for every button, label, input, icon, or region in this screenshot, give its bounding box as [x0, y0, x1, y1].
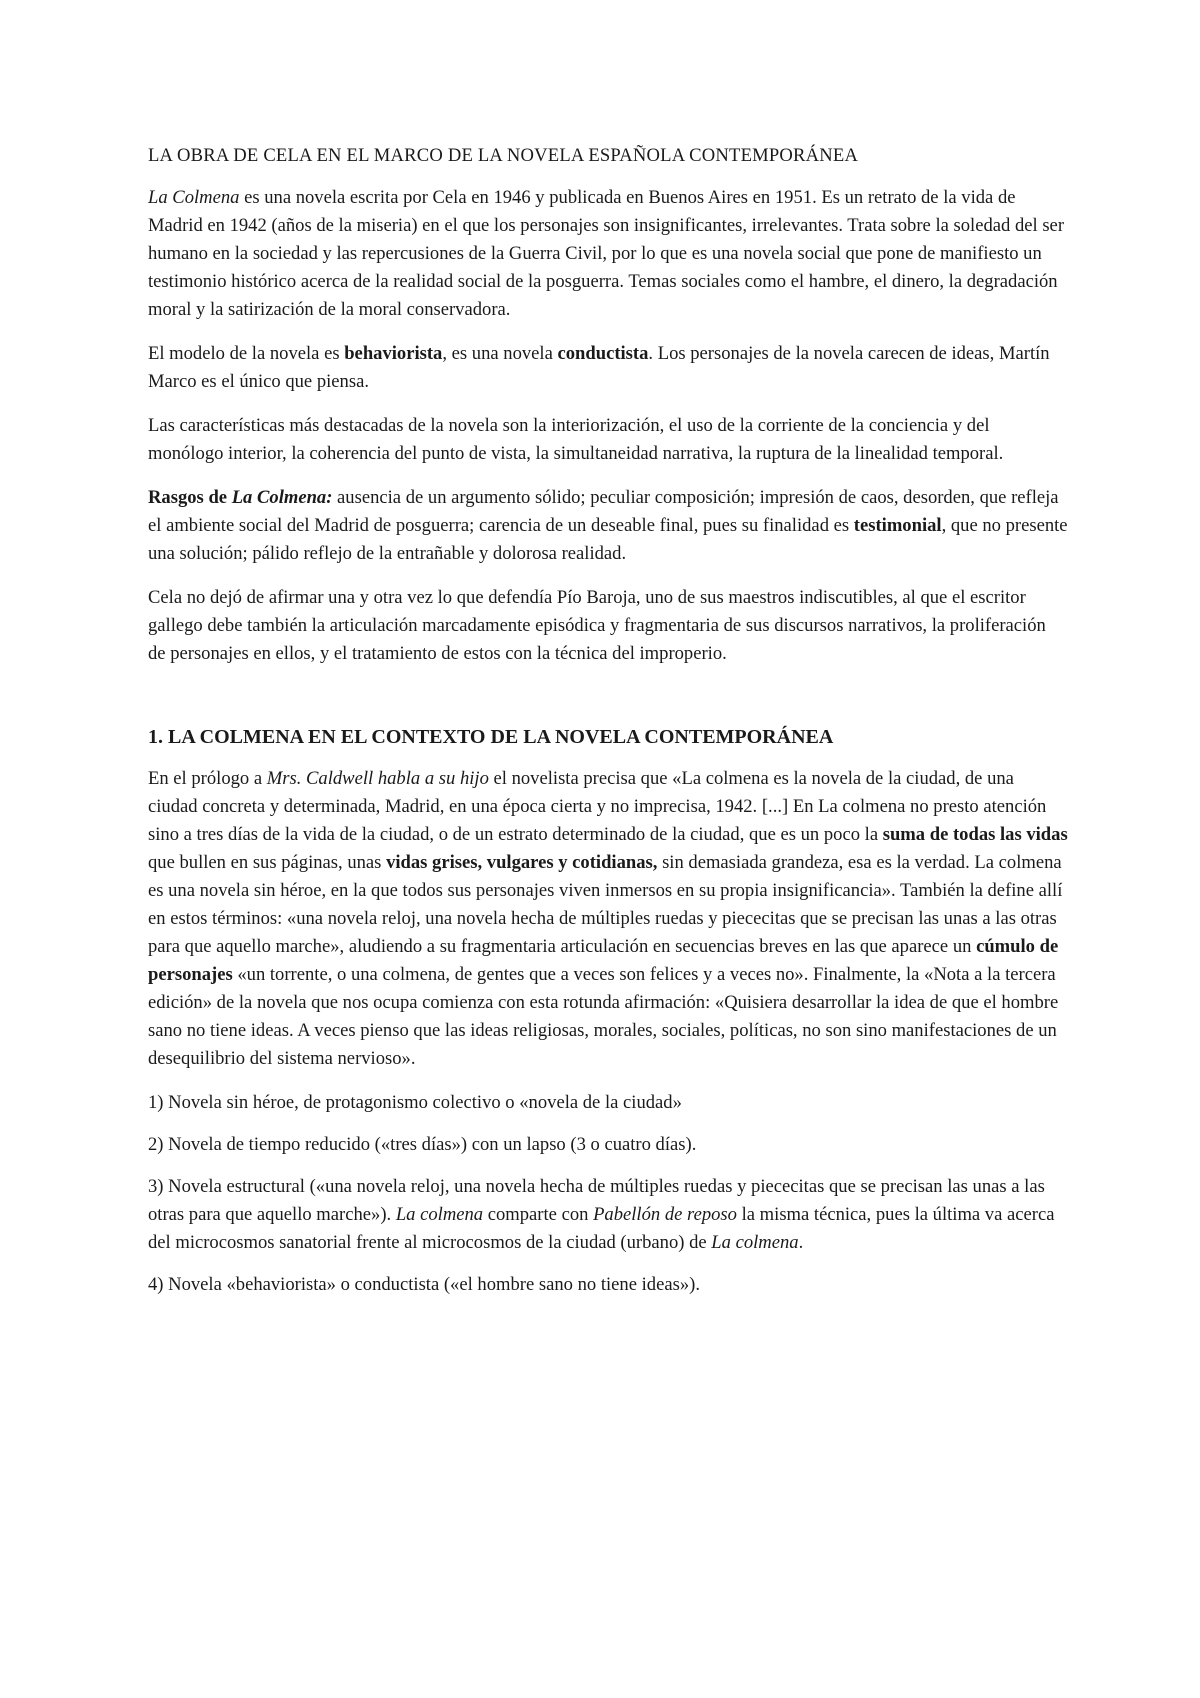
text-run: «un torrente, o una colmena, de gentes que a veces son felices y a veces no». Finalmente, la «Nota a la tercera edición» de la novela que nos ocupa comienza con esta rotunda afirmación: «Quisiera desarrollar la idea de que el hombre sano no tiene ideas. A veces pienso que las ideas religiosas, morales, sociales, políticas, no son sino manifestaciones de un desequilibrio del sistema nervioso».: [148, 964, 1059, 1069]
text-run: el novelista precisa que «La colmena es la novela de la ciudad, de una ciudad concreta y determinada, Madrid, en una época cierta y no imprecisa, 1942. [...] En La colmena no presto atención sino a tres días de la vida de la ciudad, o de un estrato determinado de la ciudad, que es un poco la: [148, 768, 1047, 845]
text-run: , es una novela: [442, 343, 558, 364]
text-run: que bullen en sus páginas, unas: [148, 852, 387, 873]
text-run: sin demasiada grandeza, esa es la verdad. La colmena es una novela sin héroe, en la que todos sus personajes viven inmersos en su propia insignificancia». También la define allí en estos términos: «una novela reloj, una novela hecha de múltiples ruedas y piececitas que se precisan las unas a las otras para que aquello marche», aludiendo a su fragmentaria articulación en secuencias breves en las que aparece un: [148, 852, 1063, 957]
paragraph-features: Las características más destacadas de la novela son la interiorización, el uso de la corriente de la conciencia y del monólogo interior, la coherencia del punto de vista, la simultaneidad narrativa, la ruptura de la linealidad temporal.: [148, 415, 1004, 464]
bold-italic-title: La Colmena:: [231, 487, 333, 508]
paragraph-traits: [148, 484, 1068, 568]
document-title: LA OBRA DE CELA EN EL MARCO DE LA NOVELA ESPAÑOLA CONTEMPORÁNEA: [148, 145, 859, 166]
bold-term: Rasgos de: [148, 487, 232, 508]
text-run: ausencia de un argumento sólido; peculiar composición; impresión de caos, desorden, que refleja el ambiente social del Madrid de posguerra; carencia de un deseable final, pues su finalidad es: [148, 487, 1059, 536]
text-run: En el prólogo a: [148, 768, 267, 789]
italic-title: Mrs. Caldwell habla a su hijo: [266, 768, 489, 789]
text-run: es una novela escrita por Cela en 1946 y publicada en Buenos Aires en 1951. Es un retrato de la vida de Madrid en 1942 (años de la miseria) en el que los personajes son insignificantes, irrelevantes. Trata sobre la soledad del ser humano en la sociedad y las repercusiones de la Guerra Civil, por lo que es una novela social que pone de manifiesto un testimonio histórico acerca de la realidad social de la posguerra. Temas sociales como el hambre, el dinero, la degradación moral y la satirización de la moral conservadora.: [148, 187, 1065, 320]
bold-term: conductista: [557, 343, 649, 364]
text-run: El modelo de la novela es: [148, 343, 345, 364]
paragraph-intro: [148, 184, 1068, 324]
bold-term: suma de todas las vidas: [882, 824, 1068, 845]
italic-title: Pabellón de reposo: [593, 1204, 737, 1225]
italic-title: La Colmena: [148, 187, 240, 208]
bold-term: vidas grises, vulgares y cotidianas,: [386, 852, 658, 873]
list-item: 2) Novela de tiempo reducido («tres días») con un lapso (3 o cuatro días).: [148, 1134, 697, 1155]
bold-term: behaviorista: [344, 343, 443, 364]
italic-title: La colmena: [395, 1204, 484, 1225]
text-run: . Los personajes de la novela carecen de ideas, Martín Marco es el único que piensa.: [148, 343, 1050, 392]
italic-title: La colmena: [711, 1232, 799, 1253]
bold-term: cúmulo de personajes: [148, 936, 1059, 985]
paragraph-prologue: [148, 765, 1068, 1073]
document-page: [148, 142, 1068, 1313]
list-item: 4) Novela «behaviorista» o conductista («el hombre sano no tiene ideas»).: [148, 1274, 700, 1295]
text-run: comparte con: [483, 1204, 594, 1225]
text-run: la misma técnica, pues la última va acerca del microcosmos sanatorial frente al microcosmos de la ciudad (urbano) de: [148, 1204, 1055, 1253]
list-item: [148, 1173, 1068, 1257]
text-run: , que no presente una solución; pálido reflejo de la entrañable y dolorosa realidad.: [148, 515, 1068, 564]
paragraph-model: [148, 340, 1068, 396]
text-run: 3) Novela estructural («una novela reloj, una novela hecha de múltiples ruedas y piececitas que se precisan las unas a las otras para que aquello marche»).: [148, 1176, 1045, 1225]
text-run: .: [798, 1232, 804, 1253]
section-heading: 1. LA COLMENA EN EL CONTEXTO DE LA NOVELA CONTEMPORÁNEA: [148, 726, 834, 748]
paragraph-baroja: Cela no dejó de afirmar una y otra vez lo que defendía Pío Baroja, uno de sus maestros indiscutibles, al que el escritor gallego debe también la articulación marcadamente episódica y fragmentaria de sus discursos narrativos, la proliferación de personajes en ellos, y el tratamiento de estos con la técnica del improperio.: [148, 587, 1046, 664]
list-item: 1) Novela sin héroe, de protagonismo colectivo o «novela de la ciudad»: [148, 1092, 682, 1113]
bold-term: testimonial: [853, 515, 942, 536]
